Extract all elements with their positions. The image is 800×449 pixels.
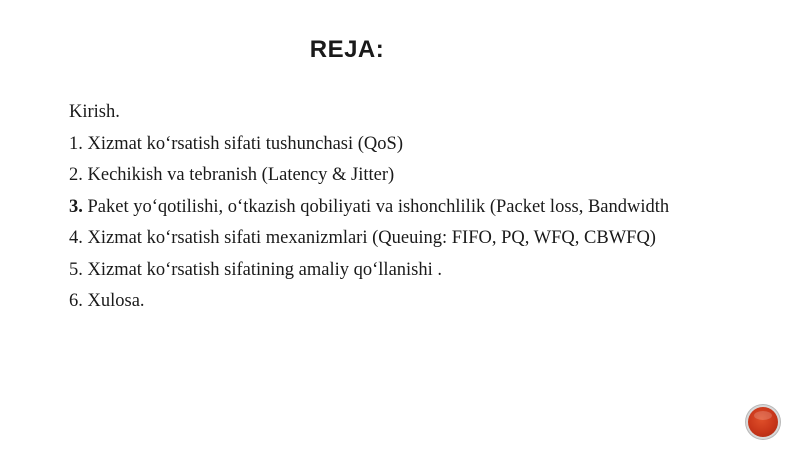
agenda-item — [69, 160, 789, 192]
agenda-item-number: 5. — [69, 259, 83, 280]
agenda-item-number: 6. — [69, 291, 83, 311]
agenda-item — [69, 255, 789, 287]
slide-title: REJA: — [309, 36, 385, 63]
agenda-item-number: 3. — [69, 196, 83, 217]
agenda-list — [69, 97, 789, 318]
agenda-item — [69, 192, 789, 224]
agenda-item-text: Xizmat ko‘rsatish sifati tushunchasi (QoS) — [82, 133, 403, 154]
agenda-item — [69, 129, 789, 161]
agenda-item-number: 1. — [69, 133, 83, 154]
agenda-item — [69, 97, 789, 129]
agenda-item-text: Xizmat ko‘rsatish sifati mexanizmlari (Queuing: FIFO, PQ, WFQ, CBWFQ) — [82, 228, 656, 248]
agenda-item-text: Xizmat ko‘rsatish sifatining amaliy qo‘llanishi . — [82, 259, 443, 280]
agenda-item — [69, 223, 789, 255]
agenda-item-number: 4. — [69, 228, 83, 248]
agenda-item-number: 2. — [69, 165, 83, 185]
agenda-item — [69, 286, 789, 318]
agenda-item-text: Paket yo‘qotilishi, o‘tkazish qobiliyati va ishonchlilik (Packet loss, Bandwidth — [82, 196, 670, 217]
agenda-item-text: Kirish. — [69, 102, 120, 122]
agenda-item-text: Kechikish va tebranish (Latency & Jitter) — [82, 165, 395, 185]
circle-nav-button[interactable] — [748, 407, 778, 437]
agenda-item-text: Xulosa. — [82, 291, 145, 311]
button-highlight — [754, 411, 772, 420]
